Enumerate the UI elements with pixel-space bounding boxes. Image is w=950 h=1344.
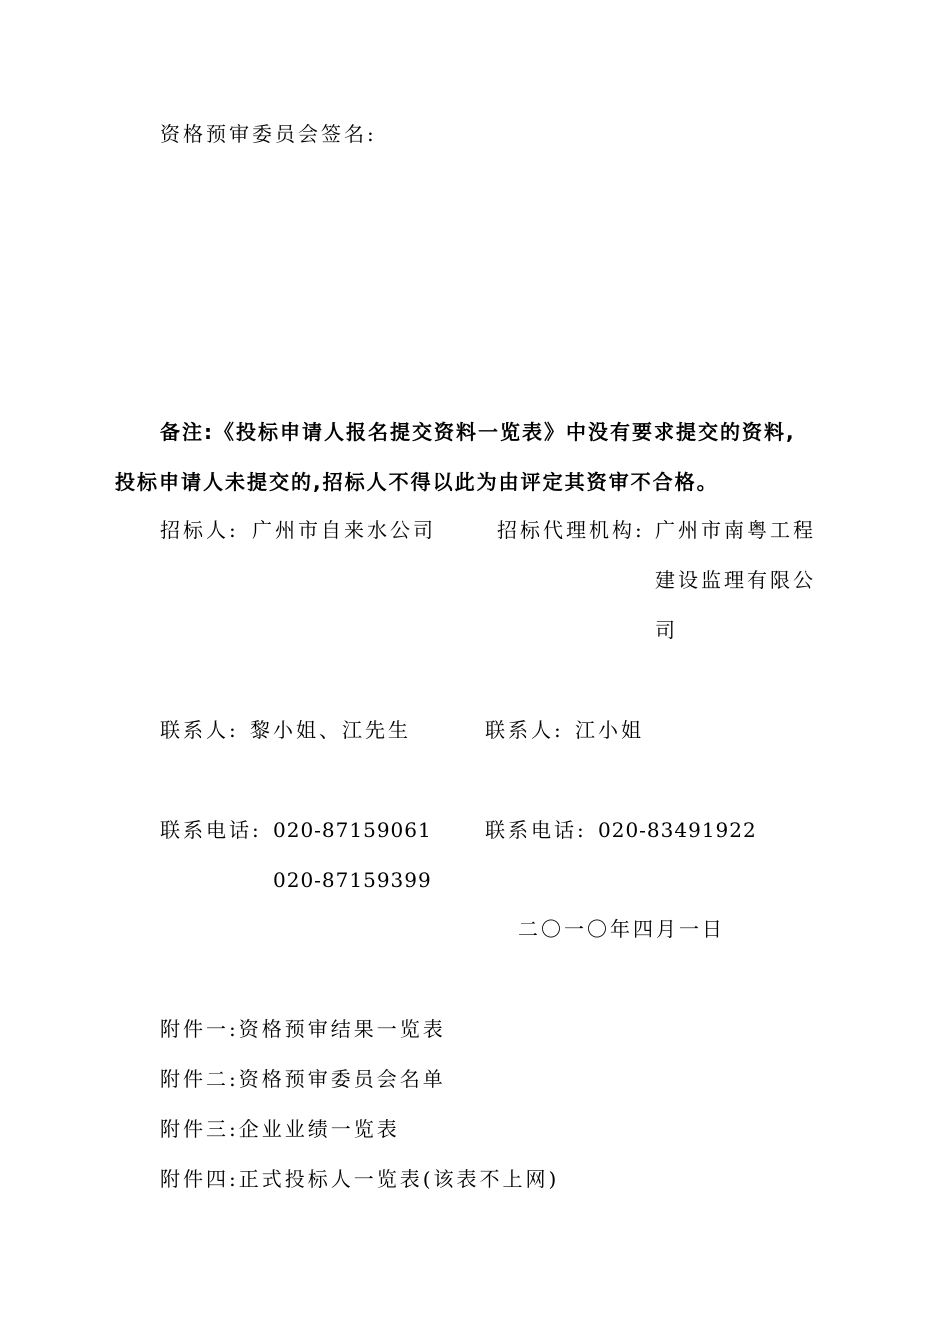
note-line-1: 备注:《投标申请人报名提交资料一览表》中没有要求提交的资料, bbox=[160, 420, 796, 444]
agent-phone: 020-83491922 bbox=[598, 818, 757, 842]
tenderer-contact-label: 联系人: bbox=[160, 718, 239, 742]
agent-contact-label: 联系人: bbox=[485, 718, 564, 742]
tenderer-label: 招标人: bbox=[160, 518, 239, 542]
document-date: 二〇一〇年四月一日 bbox=[518, 917, 725, 941]
attachment-item: 附件二:资格预审委员会名单 bbox=[160, 1067, 446, 1091]
tenderer-contact: 黎小姐、江先生 bbox=[250, 718, 411, 742]
attachment-item: 附件一:资格预审结果一览表 bbox=[160, 1017, 446, 1041]
tenderer-phone-1: 020-87159061 bbox=[273, 818, 432, 842]
tenderer-phone-label: 联系电话: bbox=[160, 818, 262, 842]
attachment-item: 附件四:正式投标人一览表(该表不上网) bbox=[160, 1167, 560, 1191]
agent-phone-label: 联系电话: bbox=[485, 818, 587, 842]
agent-name-line-1: 广州市南粤工程 bbox=[655, 518, 816, 542]
attachment-item: 附件三:企业业绩一览表 bbox=[160, 1117, 400, 1141]
agent-contact: 江小姐 bbox=[575, 718, 644, 742]
tenderer-name: 广州市自来水公司 bbox=[252, 518, 436, 542]
signature-label: 资格预审委员会签名: bbox=[160, 122, 377, 146]
agent-label: 招标代理机构: bbox=[497, 518, 645, 542]
agent-name-line-2: 建设监理有限公 bbox=[655, 568, 816, 592]
tenderer-phone-2: 020-87159399 bbox=[273, 868, 432, 892]
agent-name-line-3: 司 bbox=[655, 618, 678, 642]
note-line-2: 投标申请人未提交的,招标人不得以此为由评定其资审不合格。 bbox=[115, 470, 719, 494]
